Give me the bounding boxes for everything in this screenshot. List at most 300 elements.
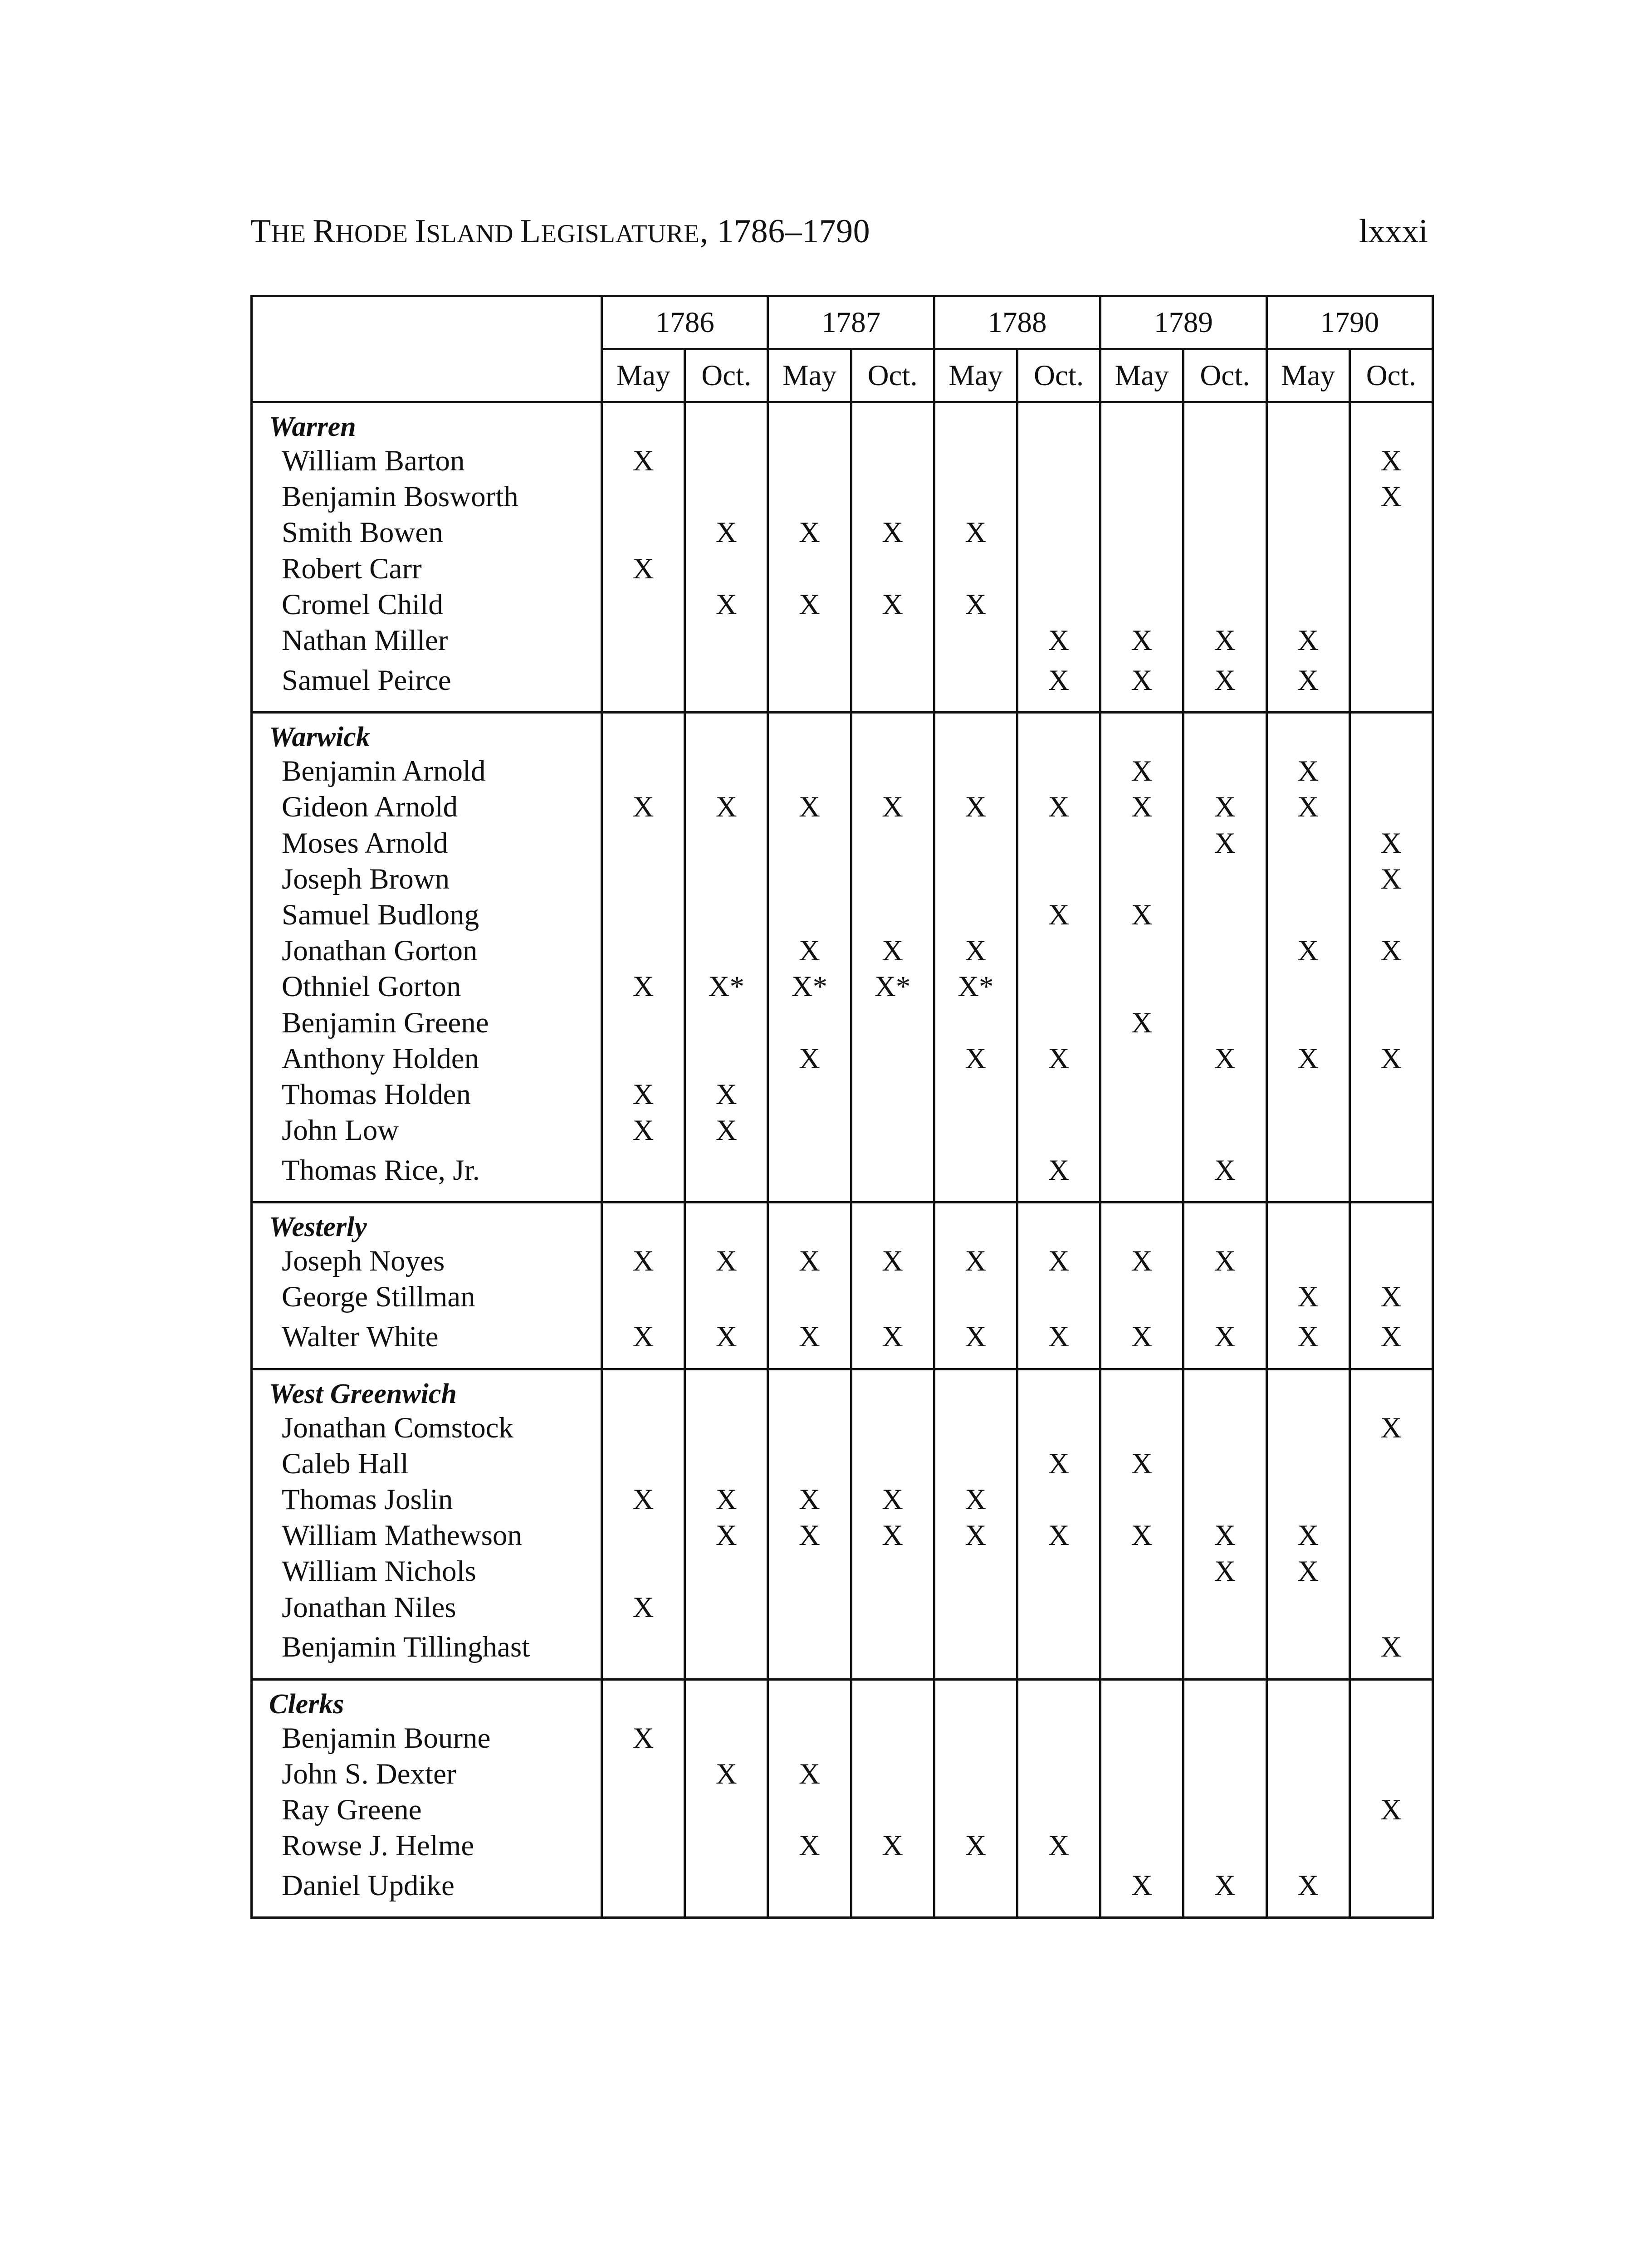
member-row — [252, 1590, 1433, 1626]
attendance-mark — [851, 753, 934, 789]
year-header: 1786 — [602, 296, 768, 349]
title-part: , 1786–1790 — [699, 213, 870, 250]
attendance-mark — [602, 1279, 685, 1315]
attendance-mark: X — [1349, 1626, 1433, 1680]
attendance-mark — [602, 1005, 685, 1041]
attendance-mark: X — [1183, 1518, 1266, 1554]
empty-cell — [685, 1369, 768, 1410]
attendance-mark — [768, 1864, 851, 1918]
session-header-row — [252, 349, 1433, 402]
member-name: Samuel Peirce — [252, 659, 602, 713]
empty-cell — [1183, 1679, 1266, 1721]
session-header: Oct. — [851, 349, 934, 402]
attendance-mark: X — [768, 1243, 851, 1279]
attendance-mark — [768, 1554, 851, 1589]
member-name: Robert Carr — [252, 551, 602, 587]
member-name: Daniel Updike — [252, 1864, 602, 1918]
attendance-mark — [1266, 1243, 1349, 1279]
attendance-mark: X — [768, 789, 851, 825]
attendance-mark — [1100, 1482, 1183, 1518]
member-name: William Mathewson — [252, 1518, 602, 1554]
page-number: lxxxi — [1359, 213, 1428, 250]
session-header: May — [934, 349, 1017, 402]
title-part: L — [520, 213, 541, 250]
attendance-mark: X — [602, 1590, 685, 1626]
member-name: John Low — [252, 1113, 602, 1149]
attendance-mark — [934, 753, 1017, 789]
attendance-mark — [934, 1113, 1017, 1149]
attendance-mark: X — [1349, 1279, 1433, 1315]
attendance-mark — [1349, 1149, 1433, 1202]
attendance-mark — [768, 1590, 851, 1626]
attendance-mark — [1183, 1446, 1266, 1482]
empty-cell — [1349, 402, 1433, 444]
attendance-mark: X — [1100, 789, 1183, 825]
attendance-mark — [1183, 515, 1266, 551]
attendance-mark — [685, 826, 768, 861]
attendance-mark — [685, 753, 768, 789]
attendance-mark — [1349, 1828, 1433, 1864]
member-row — [252, 1410, 1433, 1446]
title-part: R — [313, 213, 336, 250]
attendance-mark — [934, 1721, 1017, 1756]
attendance-mark — [768, 1446, 851, 1482]
attendance-mark — [851, 1446, 934, 1482]
attendance-mark: X — [1017, 897, 1100, 933]
attendance-mark — [934, 1279, 1017, 1315]
attendance-mark — [934, 479, 1017, 515]
attendance-mark: X — [851, 1243, 934, 1279]
legislature-attendance-table — [250, 295, 1434, 1919]
empty-cell — [1100, 713, 1183, 754]
attendance-mark — [1266, 969, 1349, 1005]
attendance-mark: X — [1017, 1041, 1100, 1077]
attendance-mark: X — [1017, 789, 1100, 825]
empty-cell — [1183, 402, 1266, 444]
attendance-mark — [1017, 1482, 1100, 1518]
attendance-mark — [685, 1828, 768, 1864]
member-row — [252, 897, 1433, 933]
member-name: Thomas Joslin — [252, 1482, 602, 1518]
attendance-mark: X — [685, 1756, 768, 1792]
attendance-mark: X — [934, 1041, 1017, 1077]
attendance-mark — [1266, 861, 1349, 897]
attendance-mark: X — [685, 587, 768, 623]
member-name: Benjamin Tillinghast — [252, 1626, 602, 1680]
attendance-mark — [685, 861, 768, 897]
attendance-mark — [768, 1721, 851, 1756]
attendance-mark — [602, 1792, 685, 1828]
attendance-mark — [768, 826, 851, 861]
empty-cell — [768, 402, 851, 444]
member-row — [252, 1279, 1433, 1315]
attendance-mark — [1017, 1005, 1100, 1041]
empty-cell — [851, 1202, 934, 1244]
member-row — [252, 1756, 1433, 1792]
attendance-mark — [1100, 1792, 1183, 1828]
empty-cell — [768, 1679, 851, 1721]
attendance-mark — [851, 1590, 934, 1626]
attendance-mark: X — [851, 789, 934, 825]
attendance-mark: X — [602, 1077, 685, 1113]
attendance-mark: X — [1266, 1518, 1349, 1554]
attendance-mark — [1100, 1828, 1183, 1864]
attendance-mark: X — [1266, 789, 1349, 825]
attendance-mark: X — [1100, 659, 1183, 713]
attendance-mark — [1100, 1590, 1183, 1626]
attendance-mark — [685, 1792, 768, 1828]
attendance-mark: X — [602, 1315, 685, 1369]
attendance-mark — [1100, 1554, 1183, 1589]
member-name: Othniel Gorton — [252, 969, 602, 1005]
attendance-mark: X — [1349, 1792, 1433, 1828]
empty-cell — [1266, 402, 1349, 444]
attendance-mark — [1266, 1626, 1349, 1680]
attendance-mark: X — [602, 551, 685, 587]
attendance-mark — [768, 897, 851, 933]
header-blank-cell — [252, 296, 602, 349]
attendance-mark — [1349, 623, 1433, 659]
empty-cell — [685, 1679, 768, 1721]
attendance-mark — [685, 1590, 768, 1626]
member-name: Jonathan Niles — [252, 1590, 602, 1626]
attendance-mark — [1183, 1482, 1266, 1518]
attendance-mark: X — [1183, 1243, 1266, 1279]
empty-cell — [685, 713, 768, 754]
member-row — [252, 861, 1433, 897]
member-row — [252, 826, 1433, 861]
attendance-mark — [602, 659, 685, 713]
attendance-mark: X — [1349, 1315, 1433, 1369]
member-name: John S. Dexter — [252, 1756, 602, 1792]
attendance-mark — [685, 933, 768, 969]
attendance-mark: X — [1017, 623, 1100, 659]
year-header: 1788 — [934, 296, 1100, 349]
empty-cell — [685, 1202, 768, 1244]
attendance-mark — [1100, 933, 1183, 969]
attendance-mark: X — [851, 1518, 934, 1554]
attendance-mark: X — [1017, 1149, 1100, 1202]
session-header: Oct. — [1183, 349, 1266, 402]
attendance-mark: X — [1100, 1518, 1183, 1554]
member-name: Nathan Miller — [252, 623, 602, 659]
attendance-mark: X — [1349, 1410, 1433, 1446]
member-row — [252, 1518, 1433, 1554]
attendance-mark — [1349, 515, 1433, 551]
attendance-mark — [602, 1041, 685, 1077]
attendance-mark — [851, 1005, 934, 1041]
attendance-mark — [1349, 1446, 1433, 1482]
attendance-mark: X — [602, 1482, 685, 1518]
attendance-mark — [1100, 479, 1183, 515]
attendance-mark — [1349, 789, 1433, 825]
attendance-mark: X — [1183, 1554, 1266, 1589]
attendance-mark — [934, 1077, 1017, 1113]
attendance-mark: X — [1183, 789, 1266, 825]
town-name: Clerks — [252, 1679, 602, 1721]
title-part: I — [415, 213, 426, 250]
attendance-mark — [1017, 1554, 1100, 1589]
attendance-mark — [1266, 1828, 1349, 1864]
attendance-mark: X — [851, 1315, 934, 1369]
attendance-mark — [1266, 1482, 1349, 1518]
attendance-mark — [768, 551, 851, 587]
attendance-mark: X — [1349, 443, 1433, 479]
attendance-mark — [851, 1113, 934, 1149]
attendance-mark — [685, 1041, 768, 1077]
attendance-mark — [602, 826, 685, 861]
member-name: Samuel Budlong — [252, 897, 602, 933]
member-row — [252, 1554, 1433, 1589]
attendance-mark — [1349, 587, 1433, 623]
attendance-mark — [602, 623, 685, 659]
attendance-mark — [1017, 1721, 1100, 1756]
attendance-mark: X — [602, 1243, 685, 1279]
attendance-mark: X — [1266, 1279, 1349, 1315]
empty-cell — [1349, 713, 1433, 754]
attendance-mark — [1266, 1446, 1349, 1482]
attendance-mark — [1183, 753, 1266, 789]
attendance-mark — [1266, 1721, 1349, 1756]
empty-cell — [768, 1202, 851, 1244]
attendance-mark: X — [851, 933, 934, 969]
attendance-mark — [768, 1149, 851, 1202]
attendance-mark: X — [1266, 659, 1349, 713]
attendance-mark — [1017, 1626, 1100, 1680]
attendance-mark — [1349, 659, 1433, 713]
attendance-mark — [1100, 551, 1183, 587]
empty-cell — [1100, 1679, 1183, 1721]
empty-cell — [1266, 1369, 1349, 1410]
member-row — [252, 1792, 1433, 1828]
attendance-mark — [1266, 1077, 1349, 1113]
attendance-mark — [768, 659, 851, 713]
attendance-mark — [934, 1792, 1017, 1828]
empty-cell — [1349, 1202, 1433, 1244]
attendance-mark: X — [1266, 1041, 1349, 1077]
attendance-mark — [1017, 1279, 1100, 1315]
attendance-mark — [851, 1279, 934, 1315]
attendance-mark: X — [768, 1315, 851, 1369]
member-row — [252, 1113, 1433, 1149]
attendance-mark — [1266, 1590, 1349, 1626]
attendance-mark — [1349, 1113, 1433, 1149]
attendance-mark: X — [1266, 1315, 1349, 1369]
running-head-title — [250, 212, 870, 251]
empty-cell — [1100, 1202, 1183, 1244]
attendance-mark: X — [1017, 1828, 1100, 1864]
attendance-mark — [1266, 1756, 1349, 1792]
attendance-mark — [1183, 587, 1266, 623]
attendance-mark: X* — [768, 969, 851, 1005]
member-name: Cromel Child — [252, 587, 602, 623]
session-header: Oct. — [1349, 349, 1433, 402]
attendance-mark — [851, 1410, 934, 1446]
empty-cell — [602, 1679, 685, 1721]
attendance-mark — [1017, 1077, 1100, 1113]
attendance-mark: X — [1100, 1446, 1183, 1482]
member-row — [252, 479, 1433, 515]
attendance-mark — [1266, 551, 1349, 587]
attendance-mark — [1266, 1149, 1349, 1202]
attendance-mark — [602, 1864, 685, 1918]
attendance-mark — [934, 1756, 1017, 1792]
attendance-mark — [1017, 933, 1100, 969]
attendance-mark: X — [1100, 1243, 1183, 1279]
member-name: Benjamin Greene — [252, 1005, 602, 1041]
attendance-mark — [685, 897, 768, 933]
attendance-mark: X — [1017, 1243, 1100, 1279]
attendance-mark: X — [1017, 1518, 1100, 1554]
attendance-mark — [1266, 1792, 1349, 1828]
attendance-mark — [851, 659, 934, 713]
attendance-mark — [1100, 443, 1183, 479]
attendance-mark: X — [851, 515, 934, 551]
attendance-mark — [1017, 969, 1100, 1005]
member-row — [252, 1077, 1433, 1113]
attendance-mark — [851, 1792, 934, 1828]
attendance-mark: X — [934, 515, 1017, 551]
attendance-mark: X — [685, 1077, 768, 1113]
empty-cell — [851, 1369, 934, 1410]
attendance-mark — [1266, 897, 1349, 933]
attendance-mark — [934, 1410, 1017, 1446]
table-header — [252, 296, 1433, 402]
attendance-mark: X — [768, 933, 851, 969]
attendance-mark: X — [685, 789, 768, 825]
empty-cell — [1017, 1202, 1100, 1244]
attendance-mark — [685, 1721, 768, 1756]
attendance-mark — [1349, 897, 1433, 933]
attendance-mark: X — [1349, 826, 1433, 861]
member-name: Caleb Hall — [252, 1446, 602, 1482]
attendance-mark — [1183, 1828, 1266, 1864]
attendance-mark — [1017, 1756, 1100, 1792]
member-row — [252, 1721, 1433, 1756]
attendance-mark — [1266, 1410, 1349, 1446]
attendance-mark — [1017, 443, 1100, 479]
attendance-mark: X — [1100, 897, 1183, 933]
attendance-mark — [1349, 1482, 1433, 1518]
attendance-mark — [1100, 515, 1183, 551]
attendance-mark — [851, 1756, 934, 1792]
member-row — [252, 1041, 1433, 1077]
town-row — [252, 1679, 1433, 1721]
attendance-mark — [602, 897, 685, 933]
attendance-mark: X — [768, 1041, 851, 1077]
attendance-mark — [1349, 1243, 1433, 1279]
attendance-mark: X — [1183, 1315, 1266, 1369]
attendance-mark: X — [1266, 623, 1349, 659]
member-name: Smith Bowen — [252, 515, 602, 551]
attendance-mark — [685, 1005, 768, 1041]
attendance-mark — [1100, 1113, 1183, 1149]
attendance-mark — [685, 1410, 768, 1446]
empty-cell — [934, 1679, 1017, 1721]
attendance-mark — [1100, 1279, 1183, 1315]
attendance-mark: X — [934, 789, 1017, 825]
attendance-mark — [1349, 969, 1433, 1005]
attendance-mark — [768, 861, 851, 897]
attendance-mark — [685, 1446, 768, 1482]
member-name: William Nichols — [252, 1554, 602, 1589]
attendance-mark: X — [934, 587, 1017, 623]
attendance-mark — [851, 861, 934, 897]
attendance-mark — [934, 1626, 1017, 1680]
attendance-mark: X — [1183, 1149, 1266, 1202]
attendance-mark: X — [934, 933, 1017, 969]
session-header: May — [602, 349, 685, 402]
attendance-mark — [851, 1041, 934, 1077]
empty-cell — [1017, 1369, 1100, 1410]
member-row — [252, 1828, 1433, 1864]
attendance-mark — [685, 1864, 768, 1918]
empty-cell — [1266, 1679, 1349, 1721]
empty-cell — [1017, 402, 1100, 444]
attendance-mark: X — [768, 1828, 851, 1864]
attendance-mark — [768, 1005, 851, 1041]
member-name: Benjamin Arnold — [252, 753, 602, 789]
attendance-mark: X — [1017, 1446, 1100, 1482]
attendance-mark: X — [602, 789, 685, 825]
member-name: Thomas Rice, Jr. — [252, 1149, 602, 1202]
year-header: 1790 — [1266, 296, 1433, 349]
attendance-mark: X — [1100, 1864, 1183, 1918]
attendance-mark — [1183, 1279, 1266, 1315]
attendance-mark: X — [1266, 1554, 1349, 1589]
attendance-mark — [1183, 479, 1266, 515]
attendance-mark — [768, 1792, 851, 1828]
attendance-mark — [685, 1554, 768, 1589]
attendance-mark — [934, 861, 1017, 897]
empty-cell — [1183, 713, 1266, 754]
member-name: Jonathan Gorton — [252, 933, 602, 969]
attendance-mark — [685, 1279, 768, 1315]
attendance-mark — [602, 1554, 685, 1589]
attendance-mark — [1100, 1410, 1183, 1446]
member-row — [252, 1315, 1433, 1369]
attendance-mark — [1183, 933, 1266, 969]
empty-cell — [934, 402, 1017, 444]
attendance-mark — [851, 897, 934, 933]
empty-cell — [1100, 1369, 1183, 1410]
attendance-mark — [1017, 1792, 1100, 1828]
attendance-mark — [768, 1279, 851, 1315]
attendance-mark — [1183, 1756, 1266, 1792]
member-row — [252, 1149, 1433, 1202]
member-name: Thomas Holden — [252, 1077, 602, 1113]
attendance-mark — [934, 1005, 1017, 1041]
attendance-mark — [1183, 1077, 1266, 1113]
attendance-mark — [851, 826, 934, 861]
attendance-mark — [851, 443, 934, 479]
attendance-mark — [1017, 753, 1100, 789]
empty-cell — [1349, 1369, 1433, 1410]
title-part: SLAND — [426, 220, 520, 248]
attendance-mark — [602, 1828, 685, 1864]
attendance-mark — [1100, 861, 1183, 897]
member-name: Joseph Brown — [252, 861, 602, 897]
attendance-mark — [1183, 897, 1266, 933]
session-header: May — [1266, 349, 1349, 402]
attendance-mark — [1349, 1518, 1433, 1554]
attendance-mark — [1266, 479, 1349, 515]
attendance-mark — [685, 1149, 768, 1202]
member-row — [252, 551, 1433, 587]
attendance-mark: X — [851, 587, 934, 623]
member-name: Walter White — [252, 1315, 602, 1369]
town-name: Warwick — [252, 713, 602, 754]
